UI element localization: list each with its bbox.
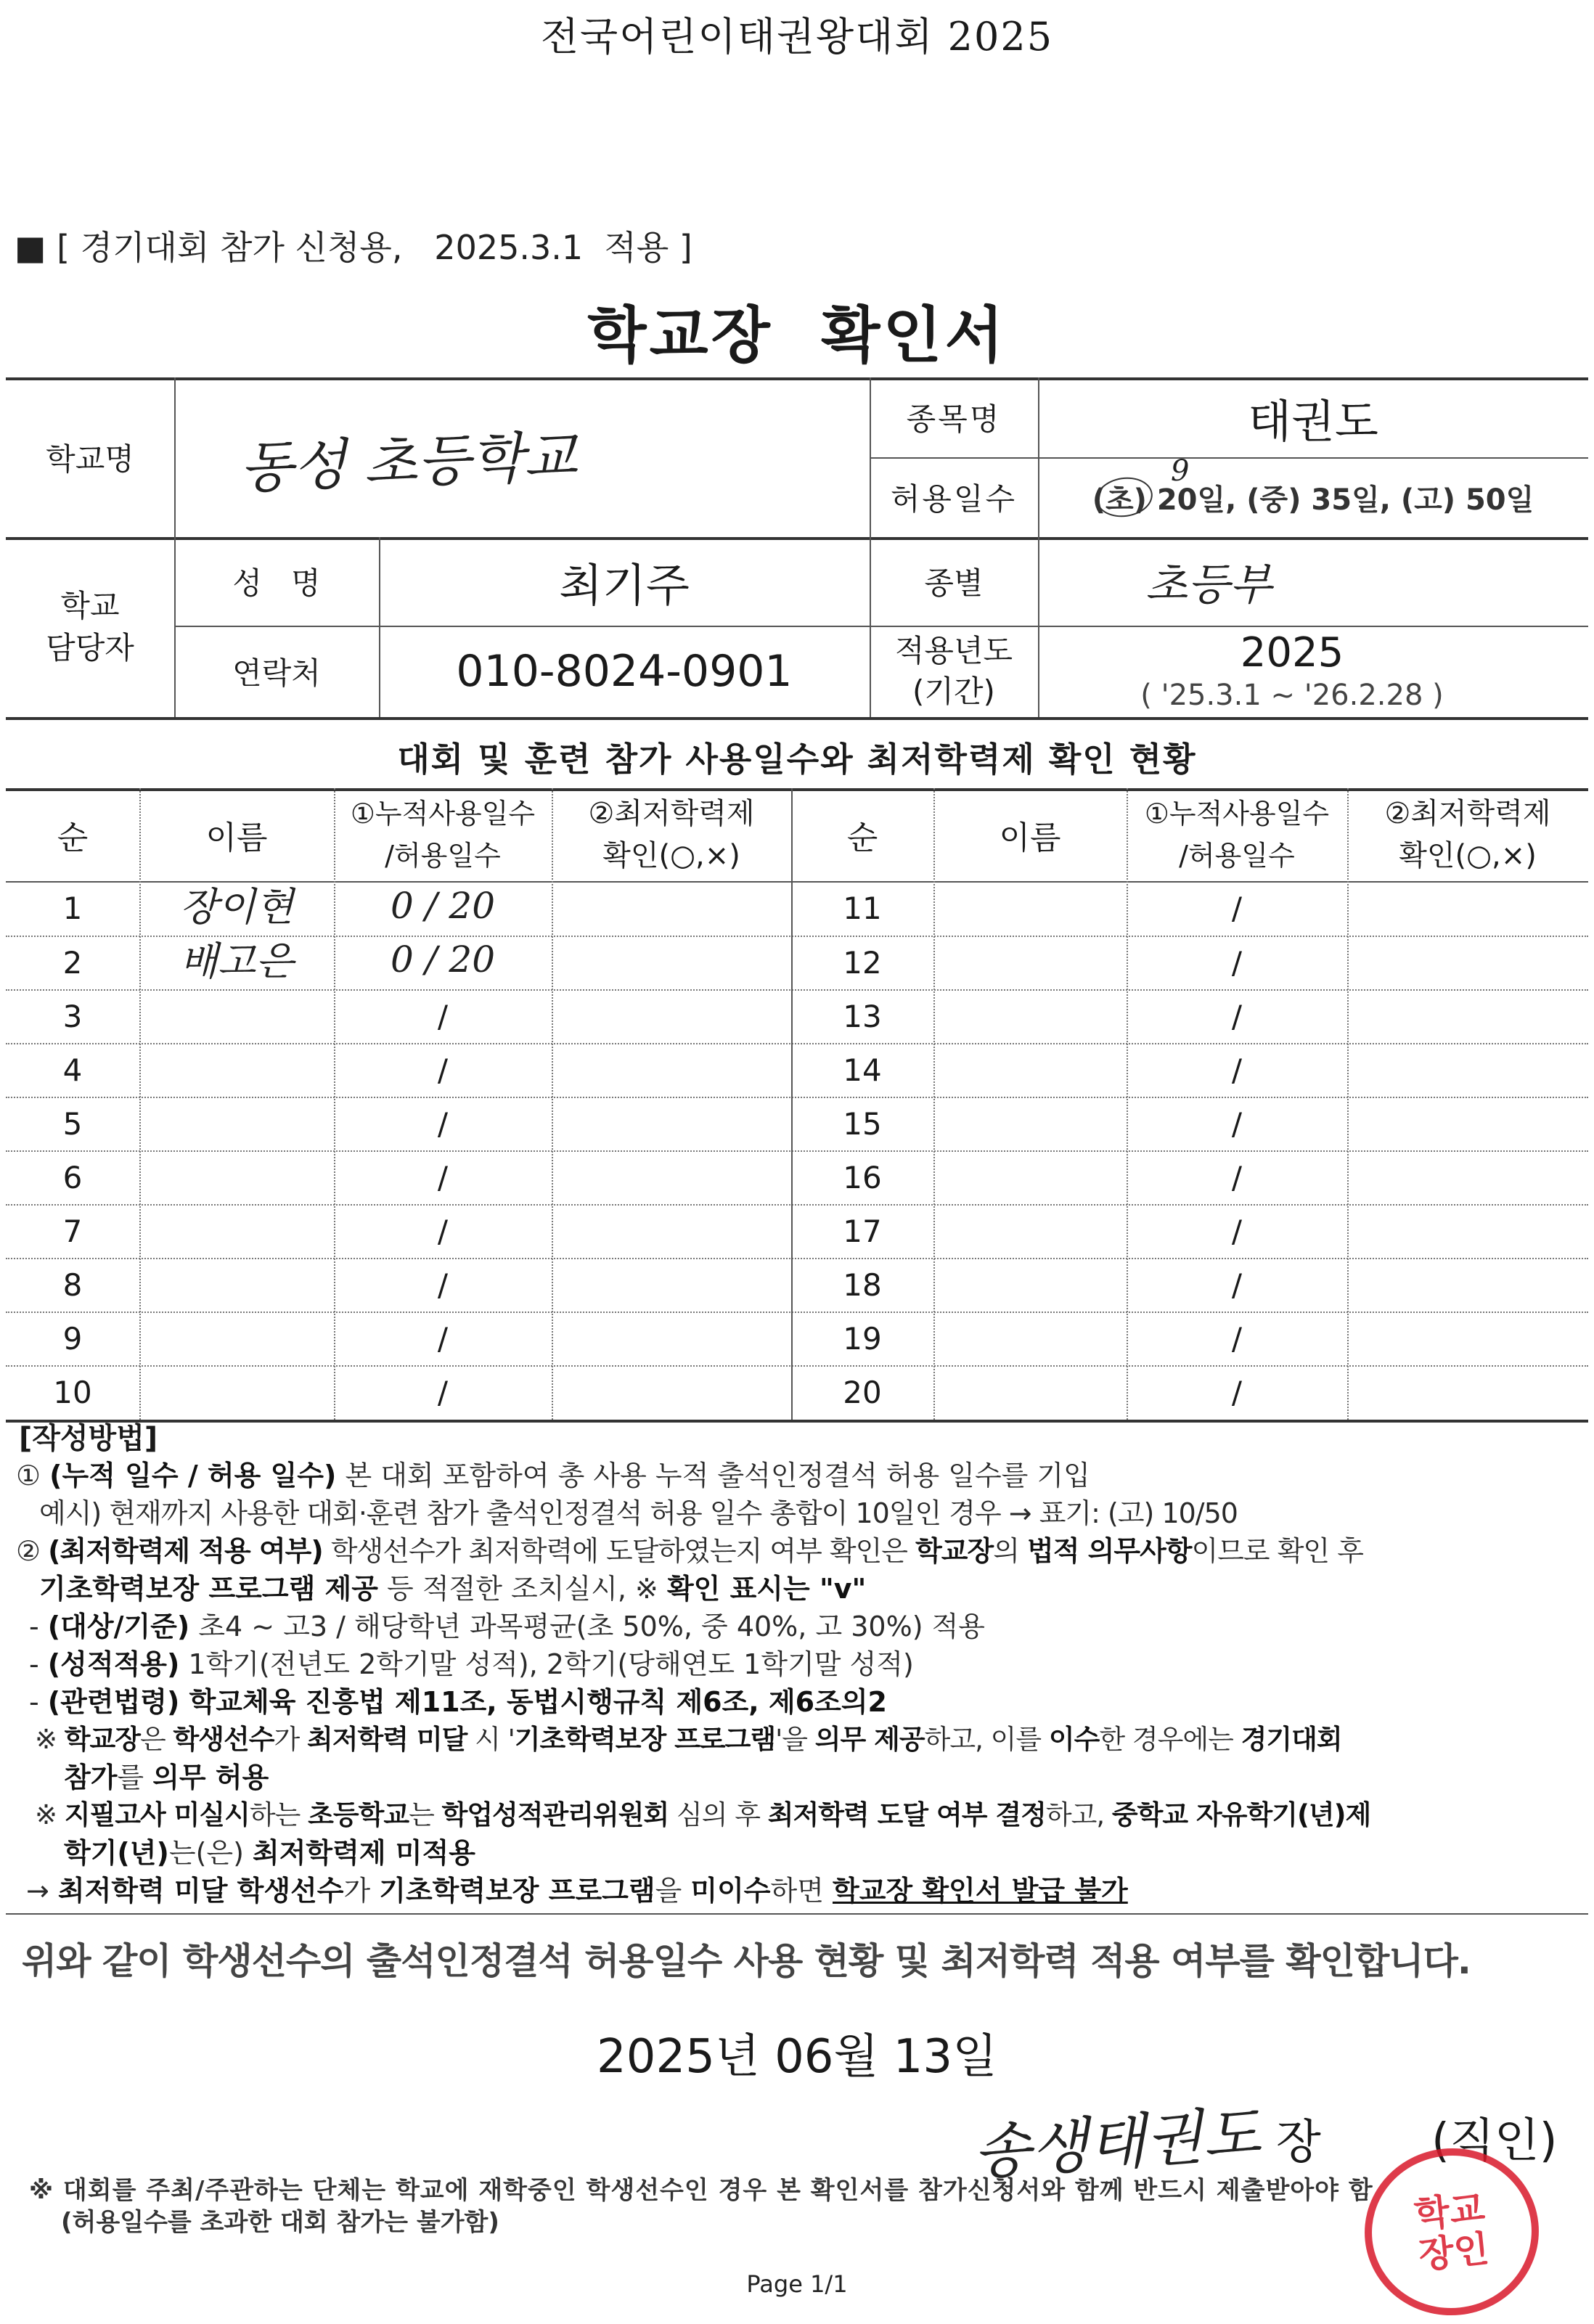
row-name bbox=[933, 1097, 1127, 1150]
row-num: 5 bbox=[62, 1105, 83, 1142]
instr-bold: 기초학력보장 프로그램 bbox=[379, 1875, 655, 1907]
row-num: 4 bbox=[62, 1052, 83, 1088]
row-days: / bbox=[1231, 1213, 1243, 1249]
instr-text: ※ bbox=[35, 1724, 65, 1755]
instr-bold: 학업성적관리위원회 bbox=[441, 1799, 669, 1830]
instruction-line-4 bbox=[39, 1571, 866, 1607]
instr-text: 는(은) bbox=[168, 1837, 253, 1869]
event-value: 태권도 bbox=[1248, 394, 1378, 448]
header-num-left: 순 bbox=[57, 819, 89, 856]
allowed-days-text: (초) 20일, (중) 35일, (고) 50일 bbox=[1092, 483, 1534, 517]
header-days-left bbox=[334, 788, 552, 881]
row-num: 6 bbox=[62, 1159, 83, 1195]
row-min bbox=[1347, 936, 1588, 989]
school-name-value: 동성 초등학교 bbox=[238, 423, 579, 500]
row-name bbox=[139, 1312, 334, 1365]
header-days-right bbox=[1127, 788, 1347, 881]
row-name: 배고은 bbox=[179, 938, 294, 984]
instr-text: - bbox=[29, 1648, 48, 1680]
row-days: / bbox=[1231, 998, 1243, 1034]
instr-text: 를 bbox=[117, 1762, 153, 1793]
confirm-date: 2025년 06월 13일 bbox=[597, 2030, 997, 2084]
row-name bbox=[139, 989, 334, 1043]
instr-text: → bbox=[26, 1875, 58, 1907]
header-title: 전국어린이태권왕대회 2025 bbox=[540, 14, 1054, 60]
row-days: / bbox=[437, 1320, 449, 1357]
instr-bold: 초등학교 bbox=[308, 1799, 409, 1830]
instr-bold: 최저학력 미달 bbox=[307, 1724, 467, 1755]
header-min-left bbox=[552, 788, 791, 881]
header-days-line1: ①누적사용일수 bbox=[1144, 798, 1330, 830]
row-num: 9 bbox=[62, 1320, 83, 1357]
row-days: / bbox=[437, 1105, 449, 1142]
instr-text: 하는 bbox=[249, 1799, 308, 1830]
instr-bold: 확인 표시는 "v" bbox=[666, 1573, 867, 1605]
instruction-line-3 bbox=[16, 1533, 1363, 1569]
row-name bbox=[933, 989, 1127, 1043]
contact-label: 연락처 bbox=[232, 655, 321, 691]
instr-text: 본 대회 포함하여 총 사용 누적 출석인정결석 허용 일수를 기입 bbox=[336, 1460, 1090, 1492]
instr-text: 이므로 확인 후 bbox=[1191, 1535, 1363, 1567]
instr-bold-underlined: 학교장 확인서 발급 불가 bbox=[833, 1875, 1128, 1907]
row-name bbox=[139, 1258, 334, 1312]
instruction-line-2 bbox=[39, 1495, 1238, 1531]
row-name bbox=[933, 936, 1127, 989]
staff-label-line2: 담당자 bbox=[46, 630, 134, 666]
instruction-line-9 bbox=[64, 1759, 269, 1796]
row-min bbox=[552, 1365, 791, 1420]
instr-text: 심의 후 bbox=[669, 1799, 768, 1830]
instr-bold: 중학교 자유학기(년)제 bbox=[1111, 1799, 1371, 1830]
form-tag: ■ [ 경기대회 참가 신청용, 2025.3.1 적용 ] bbox=[15, 228, 692, 267]
instr-text: 하고, 이를 bbox=[924, 1724, 1049, 1755]
instr-text: 예시) 현재까지 사용한 대회·훈련 참가 출석인정결석 허용 일수 총합이 10일인 경우 → 표기: (고) 10/50 bbox=[39, 1497, 1238, 1529]
instructions-heading: [작성방법] bbox=[19, 1422, 158, 1455]
instr-text: ② bbox=[16, 1535, 49, 1567]
row-min bbox=[1347, 1150, 1588, 1204]
instr-bold: 참가 bbox=[64, 1762, 118, 1793]
instruction-line-12 bbox=[26, 1873, 1128, 1909]
row-days: / bbox=[1231, 1320, 1243, 1357]
row-num: 18 bbox=[843, 1267, 882, 1303]
row-min bbox=[1347, 1312, 1588, 1365]
instr-text: 하고, bbox=[1045, 1799, 1112, 1830]
row-days: / bbox=[1231, 891, 1243, 926]
instr-bold: 법적 의무사항 bbox=[1027, 1535, 1192, 1567]
instr-bold: 지필고사 미실시 bbox=[64, 1799, 250, 1830]
instr-bold: (최저학력제 적용 여부) bbox=[48, 1535, 323, 1567]
row-num: 1 bbox=[62, 891, 83, 926]
year-value: 2025 bbox=[1240, 629, 1344, 676]
year-label-line2: (기간) bbox=[912, 674, 995, 709]
category-label: 종별 bbox=[924, 565, 984, 601]
row-num: 19 bbox=[843, 1320, 882, 1357]
row-min bbox=[552, 1258, 791, 1312]
row-name bbox=[139, 1097, 334, 1150]
row-num: 14 bbox=[843, 1052, 882, 1088]
year-label bbox=[870, 626, 1038, 717]
row-num: 2 bbox=[62, 944, 83, 981]
header-min-right bbox=[1347, 788, 1588, 881]
row-name bbox=[933, 1043, 1127, 1097]
instr-text: - bbox=[29, 1686, 48, 1718]
header-days-line1: ①누적사용일수 bbox=[350, 798, 536, 830]
page-label: Page 1/1 bbox=[746, 2270, 848, 2298]
instr-bold: (누적 일수 / 허용 일수) bbox=[49, 1460, 337, 1492]
row-name bbox=[933, 881, 1127, 936]
row-num: 12 bbox=[843, 944, 882, 981]
instr-text: 등 적절한 조치실시, ※ bbox=[377, 1573, 667, 1605]
school-name-label: 학교명 bbox=[46, 441, 134, 477]
row-days: / bbox=[1231, 1159, 1243, 1195]
category-value: 초등부 bbox=[1145, 560, 1272, 610]
row-name bbox=[933, 1204, 1127, 1258]
instruction-line-6 bbox=[29, 1646, 914, 1682]
instr-text: ※ bbox=[35, 1799, 65, 1830]
instr-bold: 최저학력 도달 여부 결정 bbox=[767, 1799, 1046, 1830]
row-name bbox=[139, 1043, 334, 1097]
instr-bold: 학생선수 bbox=[173, 1724, 274, 1755]
row-days: / bbox=[437, 1159, 449, 1195]
staff-label bbox=[6, 537, 174, 717]
instr-text: ① bbox=[16, 1460, 50, 1492]
row-days: / bbox=[437, 1375, 449, 1410]
row-name: 장이현 bbox=[179, 884, 294, 930]
footer-note-2: (허용일수를 초과한 대회 참가는 불가함) bbox=[61, 2208, 499, 2237]
row-num: 17 bbox=[843, 1213, 882, 1249]
instr-bold: 기초학력보장 프로그램 bbox=[514, 1724, 776, 1755]
row-min bbox=[552, 936, 791, 989]
row-name bbox=[933, 1365, 1127, 1420]
instr-text: 가 bbox=[274, 1724, 307, 1755]
instr-text: 는 bbox=[409, 1799, 442, 1830]
row-num: 10 bbox=[53, 1375, 92, 1410]
footer-note-1: ※ 대회를 주최/주관하는 단체는 학교에 재학중인 학생선수인 경우 본 확인서를 참가신청서와 함께 반드시 제출받아야 함 bbox=[29, 2176, 1373, 2205]
row-min bbox=[552, 1204, 791, 1258]
status-title: 대회 및 훈련 참가 사용일수와 최저학력제 확인 현황 bbox=[397, 740, 1197, 779]
header-num-right: 순 bbox=[846, 819, 878, 856]
row-min bbox=[552, 989, 791, 1043]
instr-bold: 학기(년) bbox=[64, 1837, 169, 1869]
row-days: / bbox=[1231, 1052, 1243, 1088]
instr-bold: (성적적용) bbox=[47, 1648, 180, 1680]
instruction-line-7 bbox=[29, 1684, 887, 1720]
instr-text: 가 bbox=[343, 1875, 380, 1907]
instruction-line-1 bbox=[16, 1457, 1090, 1494]
row-days: 0 / 20 bbox=[390, 884, 496, 927]
row-num: 7 bbox=[62, 1213, 83, 1249]
instr-bold: 최저학력 미달 학생선수 bbox=[57, 1875, 344, 1907]
header-min-line1: ②최저학력제 bbox=[1384, 797, 1551, 830]
row-name bbox=[139, 1204, 334, 1258]
row-name bbox=[139, 1365, 334, 1420]
allowed-days-correction: 9 bbox=[1171, 454, 1190, 488]
header-days-line2: /허용일수 bbox=[385, 840, 501, 872]
instr-text: 을 bbox=[655, 1875, 691, 1907]
signature-handwriting: 송생태권도 bbox=[970, 2099, 1263, 2188]
row-days: / bbox=[1231, 944, 1243, 981]
row-min bbox=[1347, 1204, 1588, 1258]
instruction-line-8 bbox=[35, 1722, 1342, 1758]
allowed-days-label: 허용일수 bbox=[890, 481, 1018, 517]
year-label-line1: 적용년도 bbox=[894, 633, 1013, 668]
header-min-line1: ②최저학력제 bbox=[588, 797, 755, 830]
row-min bbox=[1347, 989, 1588, 1043]
header-name-left: 이름 bbox=[205, 819, 268, 856]
row-num: 16 bbox=[843, 1159, 882, 1195]
row-days: / bbox=[1231, 1267, 1243, 1303]
instr-text: 초4 ~ 고3 / 해당학년 과목평균(초 50%, 중 40%, 고 30%) 적용 bbox=[189, 1611, 986, 1642]
row-days: / bbox=[437, 998, 449, 1034]
row-min bbox=[1347, 1043, 1588, 1097]
event-label: 종목명 bbox=[906, 401, 1002, 437]
document-title: 학교장 확인서 bbox=[587, 300, 1007, 371]
row-min bbox=[1347, 1258, 1588, 1312]
instruction-line-10 bbox=[35, 1797, 1370, 1833]
instr-text: 은 bbox=[140, 1724, 173, 1755]
row-days: / bbox=[437, 1052, 449, 1088]
instr-text: 학생선수가 최저학력에 도달하였는지 여부 확인은 bbox=[322, 1535, 916, 1567]
row-days: / bbox=[1231, 1375, 1243, 1410]
instr-bold: 학교장 bbox=[64, 1724, 140, 1755]
row-min bbox=[1347, 1097, 1588, 1150]
contact-value: 010-8024-0901 bbox=[456, 646, 793, 697]
instr-text: 한 경우에는 bbox=[1099, 1724, 1241, 1755]
header-days-line2: /허용일수 bbox=[1179, 840, 1295, 872]
row-num: 11 bbox=[843, 891, 882, 926]
name-label: 성 명 bbox=[232, 565, 321, 601]
row-num: 3 bbox=[62, 998, 83, 1034]
seal-stamp-text: 학교장인 bbox=[1412, 2187, 1491, 2277]
instr-bold: (관련법령) 학교체육 진흥법 제11조, 동법시행규칙 제6조, 제6조의2 bbox=[47, 1686, 887, 1718]
instr-bold: 의무 제공 bbox=[814, 1724, 925, 1755]
signature-title: 장 bbox=[1276, 2116, 1321, 2169]
row-num: 15 bbox=[843, 1105, 882, 1142]
row-days: 0 / 20 bbox=[390, 938, 496, 981]
instr-bold: 의무 허용 bbox=[152, 1762, 269, 1793]
instr-text: 하면 bbox=[770, 1875, 833, 1907]
header-name-right: 이름 bbox=[999, 819, 1061, 856]
instr-text: 시 ' bbox=[467, 1724, 515, 1755]
row-days: / bbox=[437, 1267, 449, 1303]
instr-bold: 학교장 bbox=[915, 1535, 994, 1567]
row-min bbox=[552, 1150, 791, 1204]
row-days: / bbox=[1231, 1105, 1243, 1142]
instruction-line-11 bbox=[64, 1835, 475, 1871]
row-num: 13 bbox=[843, 998, 882, 1034]
header-min-line2: 확인(○,×) bbox=[602, 839, 740, 872]
seal-label: (직인) bbox=[1431, 2114, 1558, 2168]
instr-bold: 이수 bbox=[1048, 1724, 1100, 1755]
staff-label-line1: 학교 bbox=[60, 588, 120, 623]
instr-text: '을 bbox=[775, 1724, 815, 1755]
confirm-statement: 위와 같이 학생선수의 출석인정결석 허용일수 사용 현황 및 최저학력 적용 여부를 확인합니다. bbox=[22, 1940, 1471, 1982]
instr-bold: 경기대회 bbox=[1241, 1724, 1342, 1755]
row-min bbox=[552, 1312, 791, 1365]
row-min bbox=[552, 1043, 791, 1097]
instructions-divider bbox=[6, 1913, 1588, 1915]
row-min bbox=[552, 1097, 791, 1150]
row-min bbox=[1347, 881, 1588, 936]
instr-text: 1학기(전년도 2학기말 성적), 2학기(당해연도 1학기말 성적) bbox=[179, 1648, 914, 1680]
row-name bbox=[139, 1150, 334, 1204]
row-min bbox=[1347, 1365, 1588, 1420]
instr-bold: (대상/기준) bbox=[47, 1611, 190, 1642]
instr-bold: 최저학력제 미적용 bbox=[253, 1837, 475, 1869]
instruction-line-5 bbox=[29, 1608, 985, 1645]
name-value: 최기주 bbox=[559, 558, 690, 612]
instr-text: 의 bbox=[993, 1535, 1028, 1567]
row-name bbox=[933, 1258, 1127, 1312]
row-name bbox=[933, 1312, 1127, 1365]
instr-bold: 기초학력보장 프로그램 제공 bbox=[39, 1573, 378, 1605]
row-name bbox=[933, 1150, 1127, 1204]
header-min-line2: 확인(○,×) bbox=[1399, 839, 1537, 872]
row-num: 8 bbox=[62, 1267, 83, 1303]
period-value: ( '25.3.1 ~ '26.2.28 ) bbox=[1140, 679, 1444, 712]
instr-bold: 미이수 bbox=[690, 1875, 771, 1907]
row-num: 20 bbox=[843, 1375, 882, 1410]
row-min bbox=[552, 881, 791, 936]
instr-text: - bbox=[29, 1611, 48, 1642]
row-days: / bbox=[437, 1213, 449, 1249]
